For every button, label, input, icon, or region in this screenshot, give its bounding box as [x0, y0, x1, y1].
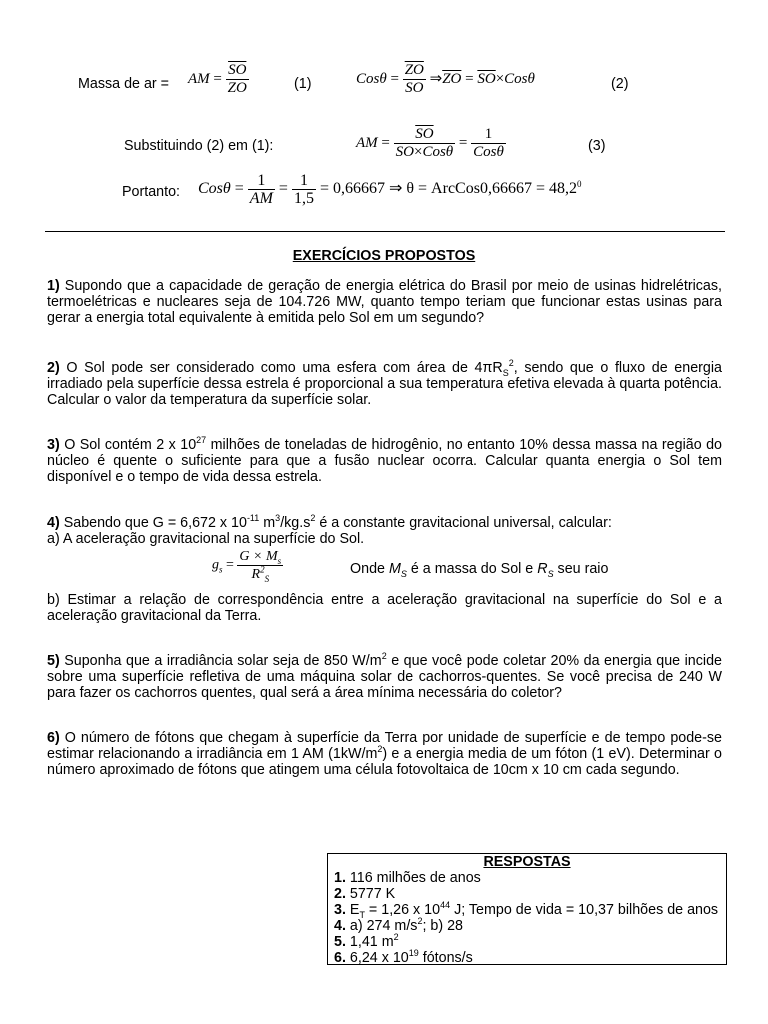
substituindo-label: Substituindo (2) em (1): — [124, 138, 274, 154]
exercise-6: 6) O número de fótons que chegam à superfície da Terra por unidade de superfície e de tempo pode-se estimar relacionando a irradiância em 1 AM $(1kW/m^2)$ e a energia media de um fóton (1 eV). Determinar o número aproximado de fótons que atingem uma célula fotovoltaica de 10cm x 10 cm cada segundo. — [47, 730, 722, 778]
answer-5: 5. 1,41 $m^2$ — [334, 932, 399, 950]
exercise-4-part-a: a) A aceleração gravitacional na superfície do Sol. — [47, 531, 365, 547]
answer-6: 6. 6,24 x $10^{19}$ fótons/s — [334, 948, 473, 966]
answer-3: 3. $E_T = 1,26$ x $10^{44}$ J; Tempo de vida = 10,37 bilhões de anos — [334, 900, 719, 920]
answers-title: RESPOSTAS — [483, 854, 571, 870]
answer-4: 4. a) 274 $m/s^2$; b) 28 — [334, 916, 463, 934]
portanto-label: Portanto: — [122, 184, 181, 200]
eq2-cos-formula: Cosθ = $\frac{\overline{ZO}}{SO}$ $\Rightarrow\overline{ZO} = \overline{SO}\times Cos\theta$ — [356, 62, 535, 96]
theta-result-formula: Cosθ = $\frac{1}{AM}$ = $\frac{1}{1,5}$ = 0,66667 ⇒ θ = ArcCos0,66667 = $48,2^0$ — [198, 172, 582, 207]
exercise-1: 1) Supondo que a capacidade de geração de energia elétrica do Brasil por meio de usinas hidrelétricas, termoelétricas e nucleares seja de 104.726 MW, quanto tempo teriam que funcionar estas usinas para gerar a energia total equivalente à emitida pelo Sol em um segundo? — [47, 278, 722, 326]
gravity-formula: $g_s$ = $\frac{G \times M_s}{R^2_S}$ — [212, 549, 282, 584]
exercise-4: 4) Sabendo que G = 6,672 x $10^{-11}$ $m^3/kg.s^2$ é a constante gravitacional universal, calcular: a) A aceleração gravitacional na superfície do Sol. — [47, 513, 612, 547]
gravity-formula-note: Onde $M_S$ é a massa do Sol e $R_S$ seu raio — [350, 561, 609, 579]
eq3-am-formula: AM = $\frac{\overline{SO}}{\overline{SO}\times Cos\theta}$ = $\frac{1}{\text{Cosθ}}$ — [356, 126, 504, 160]
section-title: EXERCÍCIOS PROPOSTOS — [292, 248, 476, 264]
eq1-am-formula: AM = $\frac{\overline{SO}}{ZO}$ — [188, 62, 247, 96]
eq1-number: (1) — [294, 76, 312, 92]
section-divider — [45, 231, 725, 232]
exercise-2: 2) O Sol pode ser considerado como uma esfera com área de $4\pi R_S^2$, sendo que o fluxo de energia irradiado pela superfície dessa estrela é proporcional a sua temperatura efetiva elevada à quarta potência. Calcular o valor da temperatura da superfície solar. — [47, 358, 722, 408]
exercise-4-part-b: b) Estimar a relação de correspondência entre a aceleração gravitacional na superfície do Sol e a aceleração gravitacional da Terra. — [47, 592, 722, 624]
answer-2: 2. 5777 K — [334, 886, 396, 902]
answer-1: 1. 116 milhões de anos — [334, 870, 481, 886]
eq2-number: (2) — [611, 76, 629, 92]
exercise-5: 5) Suponha que a irradiância solar seja de 850 $W/m^2$ e que você pode coletar 20% da energia que incide sobre uma superfície refletiva de uma máquina solar de cachorros-quentes. Se você precisa de 240 W para fazer os cachorros quentes, qual será a área mínima necessária do coletor? — [47, 651, 722, 701]
eq3-number: (3) — [588, 138, 606, 154]
massa-de-ar-label: Massa de ar = — [78, 76, 169, 92]
answers-box — [327, 853, 727, 965]
exercise-3: 3) O Sol contém 2 x $10^{27}$ milhões de toneladas de hidrogênio, no entanto 10% dessa massa na região do núcleo é quente o suficiente para que a fusão nuclear ocorra. Calcular quanta energia o Sol tem disponível e o tempo de vida dessa estrela. — [47, 435, 723, 485]
